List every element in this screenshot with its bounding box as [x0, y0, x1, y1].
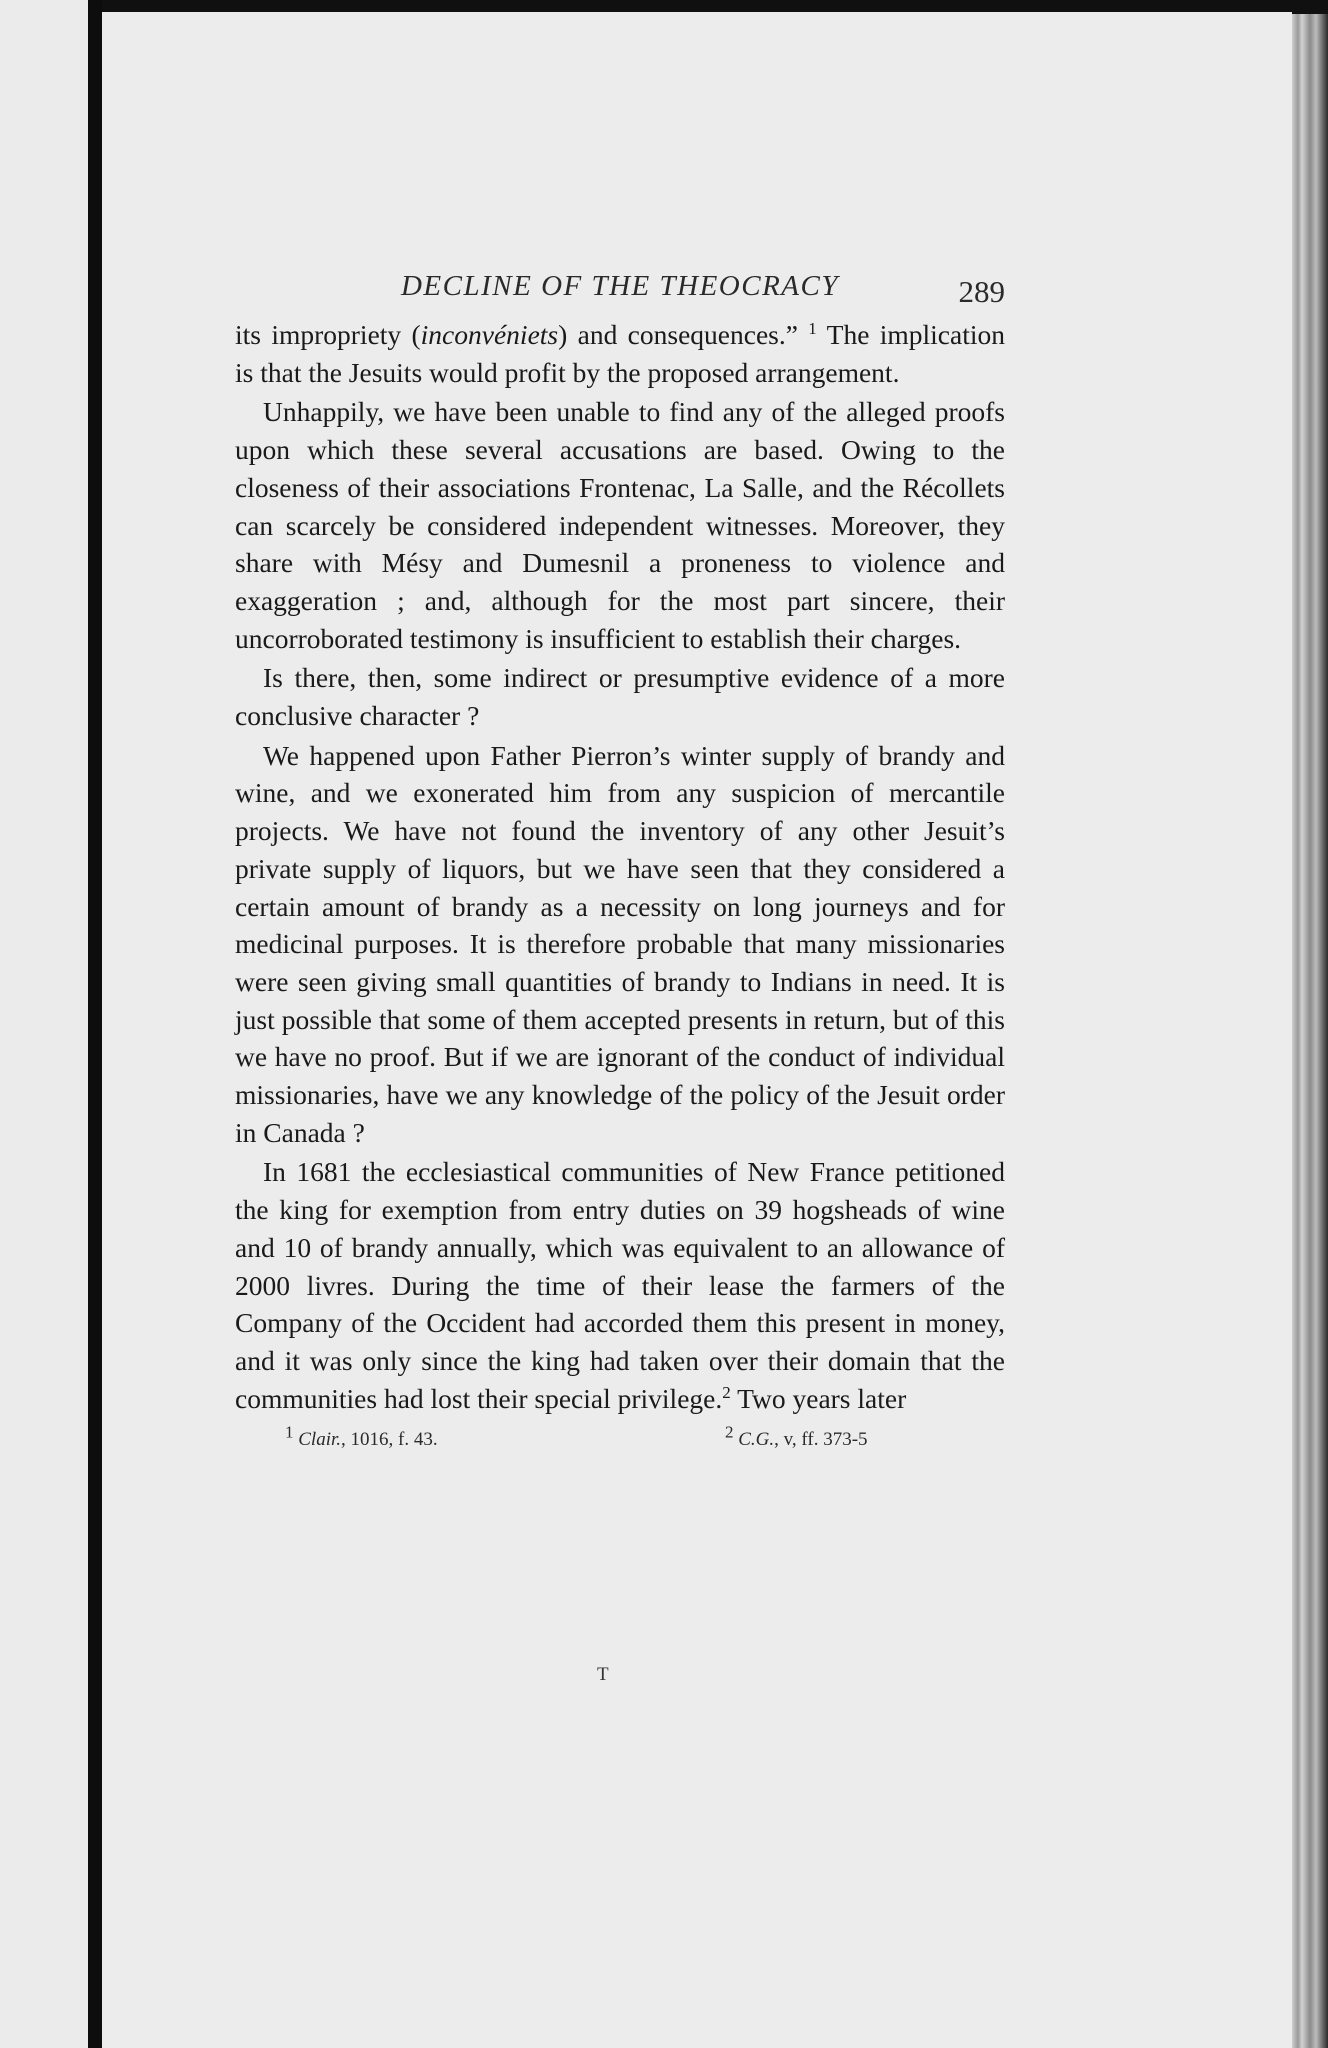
text-block — [235, 262, 1005, 1459]
paragraph — [235, 393, 1005, 657]
footnote-source: Clair. — [298, 1429, 342, 1451]
page-stack-edge — [1292, 14, 1328, 2048]
text-run: Two years later — [730, 1382, 907, 1414]
text-run: its impropriety ( — [235, 319, 421, 350]
text-run: Unhappily, we have been unable to find any of the alleged proofs upon which these several accusations are based. Owing to the closeness of their associations Frontenac, La Salle, and the Récollets can scarcely be considered independent witnesses. Moreover, they share with Mésy and Dumesnil a proneness to violence and exaggeration ; and, although for the most part sincere, their uncorroborated testimony is insufficient to establish their charges. — [235, 396, 1005, 654]
footnote-1 — [285, 1423, 438, 1451]
text-run: Is there, then, some indirect or presumptive evidence of a more conclusive character ? — [235, 662, 1005, 732]
footnote-reference-mark: 2 — [722, 1382, 731, 1402]
paragraph — [235, 737, 1005, 1152]
paragraph — [235, 659, 1005, 734]
text-run: The implication is that the Jesuits would profit by the proposed arrangement. — [235, 319, 1005, 388]
book-gutter — [88, 0, 102, 2048]
body-text — [235, 316, 1005, 1417]
text-run: ) and consequences.” — [558, 319, 809, 350]
footnote-source: C.G. — [738, 1429, 775, 1451]
facing-page — [0, 0, 88, 2048]
footnote-reference-mark: 1 — [808, 318, 817, 338]
running-head — [235, 262, 1005, 316]
footnote-reference: , 1016, f. 43. — [341, 1429, 438, 1451]
paragraph — [235, 316, 1005, 391]
footnote-reference: , v, ff. 373-5 — [774, 1429, 868, 1451]
running-title: DECLINE OF THE THEOCRACY — [400, 270, 839, 302]
signature-mark: T — [597, 1664, 609, 1685]
footnote-marker: 2 — [725, 1423, 734, 1443]
italic-term: inconvéniets — [420, 319, 559, 350]
page-number: 289 — [958, 274, 1005, 309]
footnote-marker: 1 — [285, 1423, 294, 1443]
footnote-2 — [725, 1423, 868, 1451]
text-run: In 1681 the ecclesiastical communities of New France petitioned the king for exemption from entry duties on 39 hogsheads of wine and 10 of brandy annually, which was equivalent to an allowance of 2000 livres. During the time of their lease the farmers of the Company of the Occident had accorded them this present in money, and it was only since the king had taken over their domain that the communities had lost their special privilege. — [235, 1156, 1005, 1414]
text-run: We happened upon Father Pierron’s winter supply of brandy and wine, and we exonerated him from any suspicion of mercantile projects. We have not found the inventory of any other Jesuit’s private supply of liquors, but we have seen that they considered a certain amount of brandy as a necessity on long journeys and for medicinal purposes. It is therefore probable that many missionaries were seen giving small quantities of brandy to Indians in need. It is just possible that some of them accepted presents in return, but of this we have no proof. But if we are ignorant of the conduct of individual missionaries, have we any knowledge of the policy of the Jesuit order in Canada ? — [235, 739, 1005, 1148]
footnotes — [235, 1423, 1005, 1459]
paragraph — [235, 1153, 1005, 1417]
